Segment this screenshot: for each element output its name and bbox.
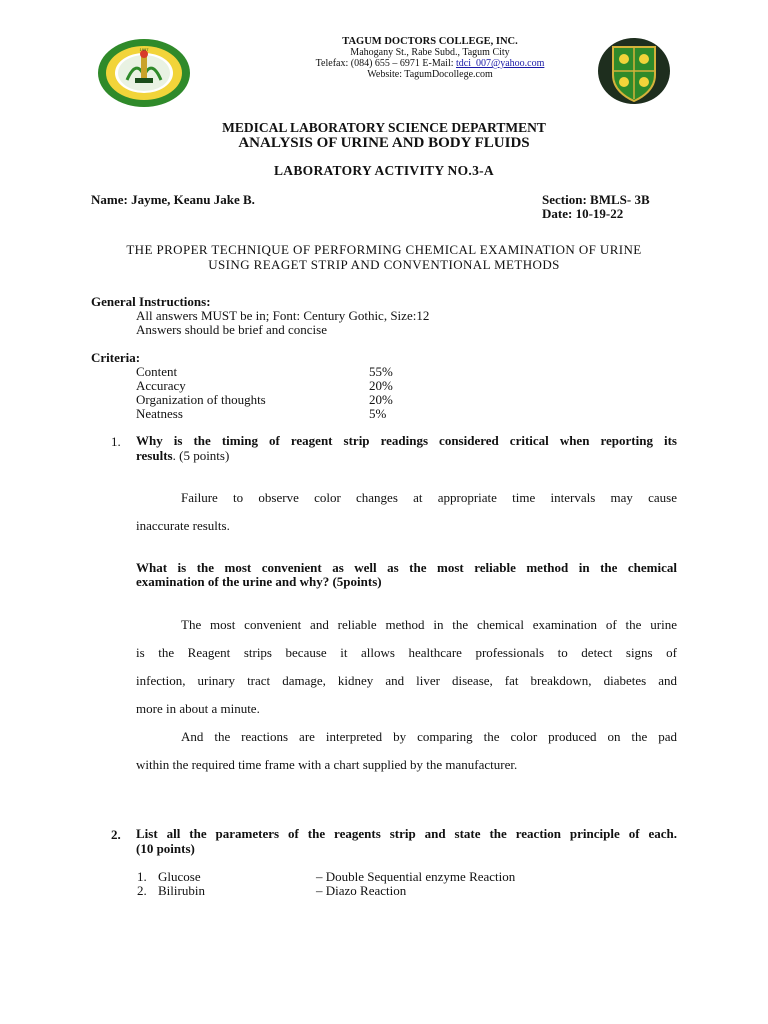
criteria-value: 5%: [369, 406, 387, 421]
answer-1-line-2: inaccurate results.: [136, 518, 230, 533]
seal-year: 1997: [139, 47, 149, 52]
list-item-number: 2.: [137, 883, 147, 898]
list-item-principle: – Double Sequential enzyme Reaction: [316, 869, 516, 884]
answer-paragraph-line: infection, urinary tract damage, kidney and liver disease, fat breakdown, diabetes and: [136, 673, 677, 688]
criteria-value: 20%: [369, 378, 393, 393]
topic-title: [0, 242, 768, 272]
answer-paragraph-line: within the required time frame with a chart supplied by the manufacturer.: [136, 757, 518, 772]
criteria-value: 55%: [369, 364, 393, 379]
course-title: ANALYSIS OF URINE AND BODY FLUIDS: [238, 135, 530, 151]
college-header: [200, 36, 660, 80]
student-section: Section: BMLS- 3B: [542, 192, 650, 207]
question-number: 1.: [111, 434, 121, 449]
question-number: 2.: [111, 827, 121, 842]
activity-title: LABORATORY ACTIVITY NO.3-A: [274, 163, 494, 178]
list-item-number: 1.: [137, 869, 147, 884]
question-1b-line-2: examination of the urine and why? (5points): [136, 574, 382, 589]
criteria-label: Content: [136, 364, 178, 379]
instruction-item: All answers MUST be in; Font: Century Gothic, Size:12: [136, 308, 430, 323]
college-contact: [200, 58, 660, 69]
criteria-value: 20%: [369, 392, 393, 407]
instruction-item: Answers should be brief and concise: [136, 322, 327, 337]
criteria-label: Neatness: [136, 406, 183, 421]
question-1-points: . (5 points): [172, 448, 230, 463]
topic-line-1: THE PROPER TECHNIQUE OF PERFORMING CHEMICAL EXAMINATION OF URINE: [126, 242, 642, 257]
list-item-parameter: Bilirubin: [158, 883, 205, 898]
answer-paragraph-line: is the Reagent strips because it allows healthcare professionals to detect signs of: [136, 645, 677, 660]
answer-paragraph-line: The most convenient and reliable method in the chemical examination of the urine: [181, 617, 677, 632]
topic-line-2: USING REAGET STRIP AND CONVENTIONAL METHODS: [208, 257, 560, 272]
activity-date: Date: 10-19-22: [542, 206, 624, 221]
question-1-bold: results: [136, 448, 173, 463]
answer-1-line-1: Failure to observe color changes at appropriate time intervals may cause: [181, 490, 677, 505]
department-title: MEDICAL LABORATORY SCIENCE DEPARTMENT: [222, 120, 546, 135]
question-1-line-2: [136, 449, 229, 463]
criteria-label: Accuracy: [136, 378, 186, 393]
list-item-principle: – Diazo Reaction: [316, 883, 407, 898]
college-seal-logo: [97, 38, 191, 108]
instructions-heading: General Instructions:: [91, 294, 211, 309]
answer-paragraph-line: And the reactions are interpreted by comparing the color produced on the pad: [181, 729, 677, 744]
email-link[interactable]: tdci_007@yahoo.com: [456, 58, 545, 69]
question-2-line-2: (10 points): [136, 841, 195, 856]
telefax: Telefax: (084) 655 – 6971 E-Mail:: [315, 58, 457, 69]
college-website: Website: TagumDocollege.com: [367, 69, 493, 80]
criteria-label: Organization of thoughts: [136, 392, 266, 407]
college-name: TAGUM DOCTORS COLLEGE, INC.: [342, 36, 518, 47]
student-name: Name: Jayme, Keanu Jake B.: [91, 192, 255, 207]
question-1-line-1: Why is the timing of reagent strip readings considered critical when reporting its: [136, 433, 677, 448]
criteria-heading: Criteria:: [91, 350, 141, 365]
college-address: Mahogany St., Rabe Subd., Tagum City: [350, 47, 510, 58]
list-item-parameter: Glucose: [158, 869, 201, 884]
question-2-line-1: List all the parameters of the reagents strip and state the reaction principle of each.: [136, 826, 677, 841]
question-1b-line-1: What is the most convenient as well as the most reliable method in the chemical: [136, 560, 677, 575]
answer-paragraph-line: more in about a minute.: [136, 701, 260, 716]
